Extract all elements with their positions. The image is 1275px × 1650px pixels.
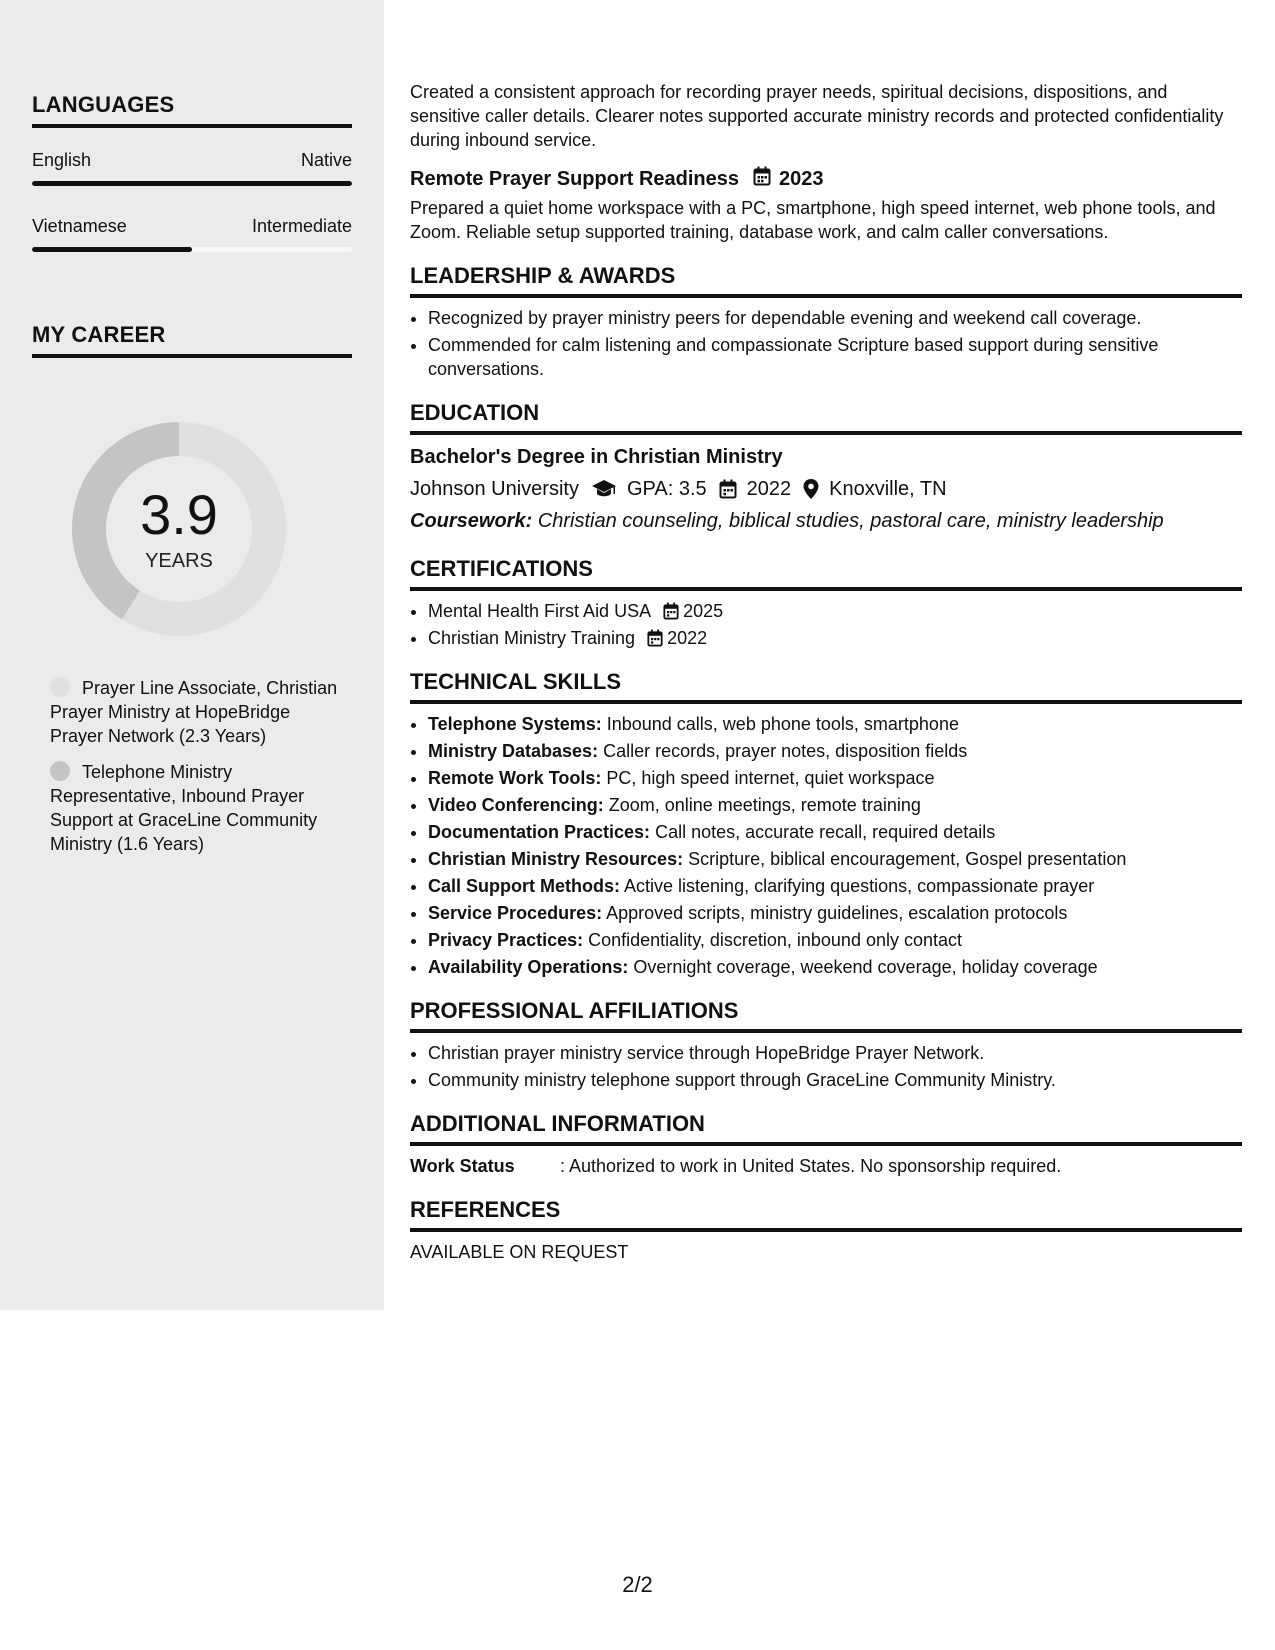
- affiliations-list: [410, 1041, 1242, 1092]
- skill-label: Call Support Methods:: [428, 876, 620, 896]
- leadership-title: LEADERSHIP & AWARDS: [410, 262, 1242, 298]
- map-pin-icon: [803, 479, 819, 499]
- graduation-cap-icon: [591, 479, 617, 499]
- skill-value: Zoom, online meetings, remote training: [608, 795, 921, 815]
- career-legend-item: [50, 760, 340, 856]
- project-title: Remote Prayer Support Readiness: [410, 168, 739, 190]
- education-school: Johnson University: [410, 478, 579, 500]
- list-item: [428, 712, 1242, 736]
- career-donut-chart: [66, 416, 292, 642]
- language-proficiency-fill: [32, 247, 192, 252]
- language-proficiency-fill: [32, 181, 352, 186]
- certification-name: • Christian Ministry Training: [428, 628, 636, 648]
- skill-label: Ministry Databases:: [428, 741, 599, 761]
- education-title: EDUCATION: [410, 399, 1242, 435]
- certifications-title: CERTIFICATIONS: [410, 555, 1242, 591]
- legend-dot-icon: [50, 761, 70, 781]
- skill-value: Caller records, prayer notes, disposition fields: [603, 741, 968, 761]
- work-status-label: Work Status: [410, 1156, 515, 1176]
- skill-label: Documentation Practices:: [428, 822, 651, 842]
- education-degree: Bachelor's Degree in Christian Ministry: [410, 446, 783, 468]
- skills-list: [410, 712, 1242, 979]
- list-item: [428, 955, 1242, 979]
- career-total-years: 3.9: [140, 482, 218, 546]
- career-legend-item: [50, 676, 340, 748]
- list-item: [428, 626, 1242, 650]
- skill-value: Confidentiality, discretion, inbound only contact: [588, 930, 963, 950]
- certification-year: 2022: [667, 628, 708, 648]
- list-item: • Community ministry telephone support through GraceLine Community Ministry.: [428, 1068, 1242, 1092]
- list-item: [428, 766, 1242, 790]
- education-year: 2022: [746, 478, 792, 500]
- work-status-value: : Authorized to work in United States. No sponsorship required.: [560, 1156, 1062, 1176]
- career-title: MY CAREER: [32, 322, 352, 358]
- calendar-icon: [753, 166, 771, 192]
- skill-value: Overnight coverage, weekend coverage, holiday coverage: [633, 957, 1098, 977]
- legend-dot-icon: [50, 677, 70, 697]
- list-item: [428, 739, 1242, 763]
- additional-info-title: ADDITIONAL INFORMATION: [410, 1110, 1242, 1146]
- calendar-icon: [719, 479, 737, 499]
- career-legend-text: Prayer Line Associate, Christian Prayer Ministry at HopeBridge Prayer Network (2.3 Years): [50, 678, 338, 746]
- coursework-label: Coursework:: [410, 510, 533, 532]
- language-name: English: [32, 150, 92, 170]
- skills-title: TECHNICAL SKILLS: [410, 668, 1242, 704]
- certification-year: 2025: [683, 601, 724, 621]
- leadership-list: [410, 306, 1242, 381]
- calendar-icon: [663, 602, 679, 620]
- list-item: • Recognized by prayer ministry peers for dependable evening and weekend call coverage.: [428, 306, 1242, 330]
- education-coursework: [410, 509, 1242, 533]
- page-number: 2/2: [622, 1572, 653, 1597]
- skill-label: Service Procedures:: [428, 903, 603, 923]
- project-heading: [410, 166, 1242, 192]
- work-status-row: [410, 1154, 1242, 1178]
- project-description: Prepared a quiet home workspace with a PC, smartphone, high speed internet, web phone tools, and Zoom. Reliable setup supported training, database work, and calm caller conversations.: [410, 198, 1216, 242]
- sidebar: [0, 0, 384, 1310]
- main-content: [410, 80, 1242, 1264]
- skill-value: Active listening, clarifying questions, compassionate prayer: [624, 876, 1095, 896]
- certifications-list: [410, 599, 1242, 650]
- references-text: AVAILABLE ON REQUEST: [410, 1242, 629, 1262]
- skill-value: PC, high speed internet, quiet workspace: [606, 768, 935, 788]
- language-level: Intermediate: [251, 216, 352, 236]
- calendar-icon: [647, 629, 663, 647]
- list-item: [428, 874, 1242, 898]
- skill-label: Christian Ministry Resources:: [428, 849, 684, 869]
- skill-value: Call notes, accurate recall, required details: [655, 822, 996, 842]
- list-item: [428, 928, 1242, 952]
- list-item: [428, 599, 1242, 623]
- certification-name: • Mental Health First Aid USA: [428, 601, 652, 621]
- references-title: REFERENCES: [410, 1196, 1242, 1232]
- career-donut-center: [66, 416, 292, 642]
- skill-label: Privacy Practices:: [428, 930, 584, 950]
- skill-value: Approved scripts, ministry guidelines, escalation protocols: [606, 903, 1068, 923]
- skill-label: Availability Operations:: [428, 957, 629, 977]
- languages-section: [32, 92, 352, 252]
- languages-title: LANGUAGES: [32, 92, 352, 128]
- language-name: Vietnamese: [32, 216, 127, 236]
- career-section: [32, 322, 352, 358]
- career-years-unit: YEARS: [145, 549, 213, 572]
- intro-paragraph: Created a consistent approach for recording prayer needs, spiritual decisions, dispositions, and sensitive caller details. Clearer notes supported accurate ministry records and protected confidentiality during inbound service.: [410, 82, 1224, 150]
- language-row-vietnamese: [32, 216, 352, 237]
- list-item: [428, 820, 1242, 844]
- project-year: 2023: [779, 168, 824, 190]
- skill-label: Remote Work Tools:: [428, 768, 602, 788]
- career-legend: [50, 676, 340, 868]
- affiliations-title: PROFESSIONAL AFFILIATIONS: [410, 997, 1242, 1033]
- list-item: [428, 793, 1242, 817]
- education-details: [410, 477, 1242, 501]
- education-location: Knoxville, TN: [829, 478, 947, 500]
- skill-value: Inbound calls, web phone tools, smartphone: [606, 714, 959, 734]
- language-proficiency-bar: [32, 247, 352, 252]
- language-level: Native: [300, 150, 352, 170]
- list-item: • Christian prayer ministry service through HopeBridge Prayer Network.: [428, 1041, 1242, 1065]
- list-item: [428, 847, 1242, 871]
- education-gpa: GPA: 3.5: [626, 478, 707, 500]
- list-item: [428, 901, 1242, 925]
- coursework-text: Christian counseling, biblical studies, pastoral care, ministry leadership: [537, 510, 1164, 532]
- skill-value: Scripture, biblical encouragement, Gospel presentation: [688, 849, 1127, 869]
- list-item: • Commended for calm listening and compassionate Scripture based support during sensitive conversations.: [428, 333, 1242, 381]
- language-proficiency-bar: [32, 181, 352, 186]
- language-row-english: [32, 150, 352, 171]
- career-legend-text: Telephone Ministry Representative, Inbound Prayer Support at GraceLine Community Ministry (1.6 Years): [50, 762, 318, 854]
- skill-label: Video Conferencing:: [428, 795, 604, 815]
- skill-label: Telephone Systems:: [428, 714, 602, 734]
